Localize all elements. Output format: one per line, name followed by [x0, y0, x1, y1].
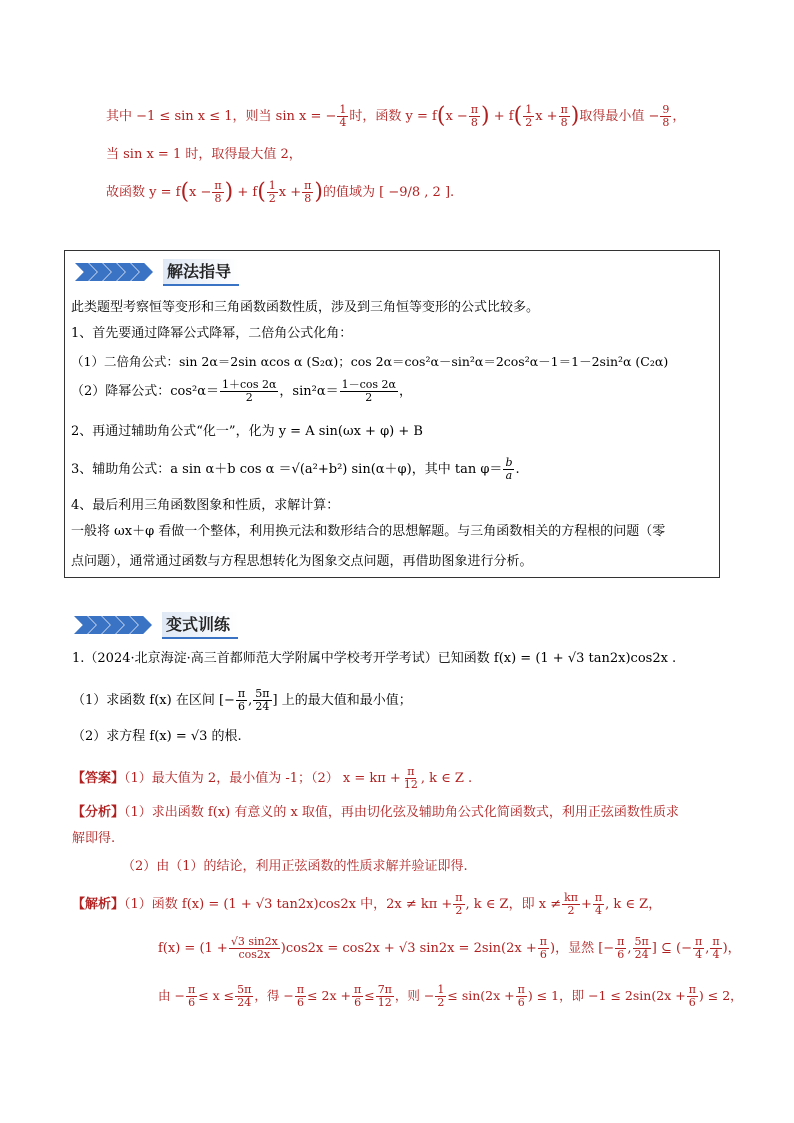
text: f(x) = (1 +: [158, 941, 228, 956]
chevron-arrows-icon: [74, 616, 158, 634]
practice-banner: [74, 612, 238, 638]
text: （2）降幂公式：cos²α＝: [71, 384, 220, 399]
fraction: $\frac{5\pi}{24}$: [255, 687, 270, 713]
text: （1）最大值为 2，最小值为 -1；（2） x = kπ +: [124, 771, 401, 786]
fraction: $\frac{\pi}{6}$: [237, 687, 246, 713]
question-1-part-2: （2）求方程 f(x) = √3 的根.: [72, 729, 242, 744]
fraction: $\frac{9}{8}$: [662, 103, 670, 129]
fraction: $\frac{5\pi}{24}$: [634, 935, 649, 961]
fraction: $\frac{1}{2}$: [437, 983, 445, 1009]
fraction: $\frac{\pi}{8}$: [560, 103, 568, 129]
method-guide-box: [64, 250, 720, 578]
fraction: $\frac{\pi}{12}$: [403, 765, 418, 791]
text: ] ⊆ (−: [651, 941, 692, 956]
solution-detail-2: f(x) = (1 + $\frac{√3 \sin 2x}{\cos 2x}$ )cos2x = cos2x + √3 sin2x = 2sin(2x + $\frac{\pi}{6}$ )，显然 [− $\frac{\pi}{6}$ , $\frac{5\pi}{24}$ ] ⊆ (− $\frac{\pi}{4}$ , $\frac{\pi}{4}$ )，: [158, 935, 741, 961]
fraction: $\frac{b}{a}$: [505, 456, 513, 482]
answer-line: [72, 766, 472, 791]
solution-line-2: 当 sin x = 1 时，取得最大值 2，: [106, 147, 302, 162]
fraction: $\frac{\pi}{8}$: [304, 179, 312, 205]
solution-detail-3: [158, 984, 743, 1009]
analysis-line-2: 解即得.: [72, 831, 116, 846]
fraction: $\frac{1}{4}$: [339, 103, 347, 129]
fraction: $\frac{\pi}{8}$: [214, 179, 222, 205]
text: )，: [722, 941, 741, 956]
text: , k ∈ Z .: [420, 771, 473, 786]
fraction: $\frac{1-\cos 2\alpha}{2}$: [341, 378, 396, 404]
method-item-2: （2）降幂公式：cos²α＝ $\frac{1+\cos 2\alpha}{2}$ ，sin²α＝ $\frac{1-\cos 2\alpha}{2}$ ，: [71, 378, 412, 404]
fraction: $\frac{1+\cos 2\alpha}{2}$: [222, 378, 277, 404]
text: )，显然 [−: [550, 941, 615, 956]
fraction: $\frac{\pi}{8}$: [470, 103, 479, 129]
fraction: $\frac{\pi}{6}$: [517, 983, 525, 1009]
chevron-arrows-icon: [75, 263, 159, 281]
answer-label: 【答案】: [72, 771, 125, 786]
method-intro: 此类题型考察恒等变形和三角函数函数性质，涉及到三角恒等变形的公式比较多。: [71, 300, 540, 315]
text: 3、辅助角公式：a sin α＋b cos α ＝√(a²+b²) sin(α＋φ)，其中 tan φ＝: [71, 462, 503, 477]
text: ≤: [364, 988, 375, 1003]
fraction: $\frac{5\pi}{24}$: [237, 983, 252, 1009]
fraction: $\frac{\pi}{6}$: [617, 935, 625, 961]
fraction: $\frac{7\pi}{12}$: [377, 983, 392, 1009]
method-step-4: 4、最后利用三角函数图象和性质，求解计算：: [71, 498, 340, 513]
text: )cos2x = cos2x + √3 sin2x = 2sin(2x +: [280, 941, 537, 956]
text: 时，函数 y = f: [349, 109, 437, 124]
method-para-1: 一般将 ωx＋φ 看做一个整体，利用换元法和数形结合的思想解题。与三角函数相关的方程根的问题（零: [71, 524, 666, 539]
text: , k ∈ Z，即 x ≠: [465, 897, 562, 912]
solution-detail-1: 【解析】（1）函数 f(x) = (1 + √3 tan2x)cos2x 中，2x ≠ kπ + $\frac{\pi}{2}$ , k ∈ Z，即 x ≠ $\frac{k\pi}{2}$ + $\frac{\pi}{4}$ , k ∈ Z，: [72, 891, 662, 917]
text: （1）函数 f(x) = (1 + √3 tan2x)cos2x 中，2x ≠ kπ +: [124, 897, 453, 912]
analysis-line-3: （2）由（1）的结论，利用正弦函数的性质求解并验证即得.: [122, 859, 468, 874]
method-step-2: 2、再通过辅助角公式“化一”，化为 y = A sin(ωx + φ) + B: [71, 424, 423, 439]
solution-line-3: 故函数 y = f(x − $\frac{\pi}{8}$ ) + f( $\frac{1}{2}$ x + $\frac{\pi}{8}$ )的值域为 [ −9/8 , 2 ].: [106, 179, 455, 205]
text: （1）求出函数 f(x) 有意义的 x 取值，再由切化弦及辅助角公式化简函数式，利用正弦函数性质求: [124, 805, 679, 820]
fraction: $\frac{\pi}{4}$: [712, 935, 720, 961]
text: ≤ 2x +: [307, 988, 351, 1003]
method-item-1: （1）二倍角公式：sin 2α＝2sin αcos α (S₂α)；cos 2α＝cos²α－sin²α＝2cos²α－1＝1－2sin²α (C₂α): [71, 354, 669, 369]
text: 取得最小值 −: [579, 109, 660, 124]
method-banner: [75, 259, 239, 285]
fraction: $\frac{√3 \sin 2x}{\cos 2x}$: [230, 935, 278, 961]
text: 故函数 y = f: [106, 185, 181, 200]
fraction: $\frac{\pi}{6}$: [539, 935, 547, 961]
question-1-part-1: （1）求函数 f(x) 在区间 [− $\frac{\pi}{6}$ , $\frac{5\pi}{24}$ ] 上的最大值和最小值；: [72, 687, 412, 713]
range-value: [ −9/8 , 2 ].: [379, 185, 455, 200]
method-title: 解法指导: [163, 259, 239, 286]
fraction: $\frac{\pi}{6}$: [688, 983, 696, 1009]
text: 其中 −1 ≤ sin x ≤ 1，则当 sin x = −: [106, 109, 337, 124]
analysis-line-1: [72, 804, 679, 822]
fraction: $\frac{\pi}{4}$: [694, 935, 703, 961]
method-para-2: 点问题），通常通过函数与方程思想转化为图象交点问题，再借助图象进行分析。: [71, 554, 533, 569]
method-step-1: 1、首先要通过降幂公式降幂，二倍角公式化角：: [71, 326, 353, 341]
practice-title: 变式训练: [162, 612, 238, 639]
question-1: 1.（2024·北京海淀·高三首都师范大学附属中学校考开学考试）已知函数 f(x) = (1 + √3 tan2x)cos2x .: [72, 651, 677, 666]
text: ≤ sin(2x +: [447, 988, 515, 1003]
fraction: $\frac{1}{2}$: [268, 179, 276, 205]
fraction: $\frac{1}{2}$: [525, 103, 533, 129]
solution-line-1: 其中 −1 ≤ sin x ≤ 1，则当 sin x = − $\frac{1}{4}$ 时，函数 y = f(x − $\frac{\pi}{8}$ ) + f( $\frac{1}{2}$ x + $\frac{\pi}{8}$ )取得最小值 − $\frac{9}{8}$ ，: [106, 103, 686, 129]
text: ≤ x ≤: [198, 988, 235, 1003]
analysis-label: 【分析】: [72, 805, 125, 820]
fraction: $\frac{k\pi}{2}$: [564, 891, 578, 917]
fraction: $\frac{\pi}{2}$: [455, 891, 463, 917]
text: ] 上的最大值和最小值；: [272, 693, 412, 708]
text: ，得 −: [254, 988, 294, 1003]
solution-label: 【解析】: [72, 897, 125, 912]
text: ，则 −: [394, 988, 435, 1003]
text: 由 −: [158, 988, 185, 1003]
fraction: $\frac{\pi}{6}$: [187, 983, 196, 1009]
method-step-3: 3、辅助角公式：a sin α＋b cos α ＝√(a²+b²) sin(α＋φ)，其中 tan φ＝ $\frac{b}{a}$ .: [71, 456, 520, 482]
text: , k ∈ Z，: [605, 897, 662, 912]
fraction: $\frac{\pi}{6}$: [353, 983, 362, 1009]
text: ) ≤ 1，即 −1 ≤ 2sin(2x +: [527, 988, 686, 1003]
text: ，sin²α＝: [279, 384, 339, 399]
text: 的值域为: [322, 185, 375, 200]
text: ) ≤ 2，: [698, 988, 743, 1003]
fraction: $\frac{\pi}{4}$: [594, 891, 603, 917]
text: （1）求函数 f(x) 在区间 [−: [72, 693, 235, 708]
fraction: $\frac{\pi}{6}$: [296, 983, 305, 1009]
